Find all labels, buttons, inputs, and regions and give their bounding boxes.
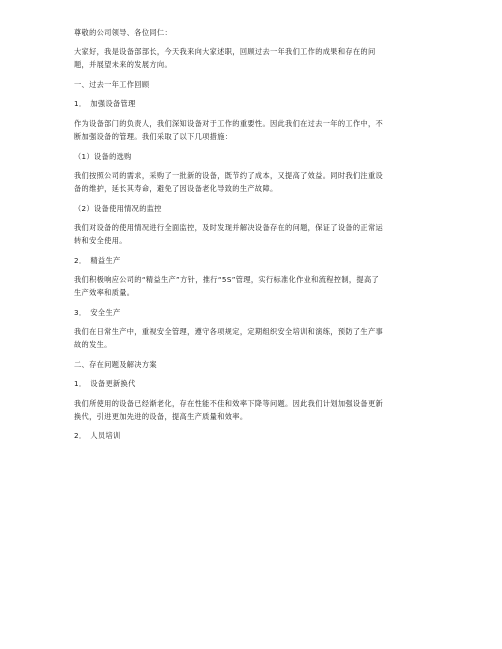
section-1-item-1-body-line-2: 断加强设备的管理。我们采取了以下几项措施：: [74, 132, 233, 141]
subsection-2-heading: （2）设备使用情况的监控: [74, 204, 162, 213]
section-1-item-1-body-line-1: 作为设备部门的负责人，我们深知设备对于工作的重要性。因此我们在过去一年的工作中，不: [74, 119, 384, 128]
section-1-item-1-heading: 1． 加强设备管理: [74, 99, 136, 108]
subsection-2-body-line-2: 转和安全使用。: [74, 236, 127, 245]
subsection-1-body-line-1: 我们按照公司的需求，采购了一批新的设备，既节约了成本，又提高了效益。同时我们注重设: [74, 171, 384, 180]
intro-line-1: 大家好，我是设备部部长，今天我来向大家述职，回顾过去一年我们工作的成果和存在的问: [74, 47, 376, 56]
section-2-item-1-heading: 1． 设备更新换代: [74, 379, 136, 388]
section-1-item-2-body-line-1: 我们积极响应公司的“精益生产”方针，推行“5S”管理，实行标准化作业和流程控制，提高了: [74, 275, 380, 284]
section-1-item-2-heading: 2． 精益生产: [74, 256, 121, 265]
subsection-1-heading: （1）设备的选购: [74, 152, 132, 161]
section-2-item-2-heading: 2． 人员培训: [74, 431, 121, 440]
section-1-item-3-heading: 3． 安全生产: [74, 308, 121, 317]
intro-line-2: 题，并展望未来的发展方向。: [74, 60, 172, 69]
section-1-item-3-body-line-1: 我们在日常生产中，重视安全管理，遵守各项规定，定期组织安全培训和演练，预防了生产事: [74, 327, 384, 336]
section-1-title: 一、过去一年工作回顾: [74, 80, 150, 89]
subsection-2-body-line-1: 我们对设备的使用情况进行全面监控，及时发现并解决设备存在的问题，保证了设备的正常运: [74, 223, 384, 232]
section-2-item-1-body-line-2: 换代，引进更加先进的设备，提高生产质量和效率。: [74, 412, 248, 421]
greeting: 尊敬的公司领导、各位同仁：: [74, 28, 172, 37]
section-2-title: 二、存在问题及解决方案: [74, 360, 157, 369]
section-1-item-3-body-line-2: 故的发生。: [74, 340, 112, 349]
section-2-item-1-body-line-1: 我们所使用的设备已经渐老化，存在性能不佳和效率下降等问题。因此我们计划加强设备更新: [74, 399, 384, 408]
subsection-1-body-line-2: 备的维护，延长其寿命，避免了因设备老化导致的生产故障。: [74, 184, 278, 193]
section-1-item-2-body-line-2: 生产效率和质量。: [74, 288, 135, 297]
